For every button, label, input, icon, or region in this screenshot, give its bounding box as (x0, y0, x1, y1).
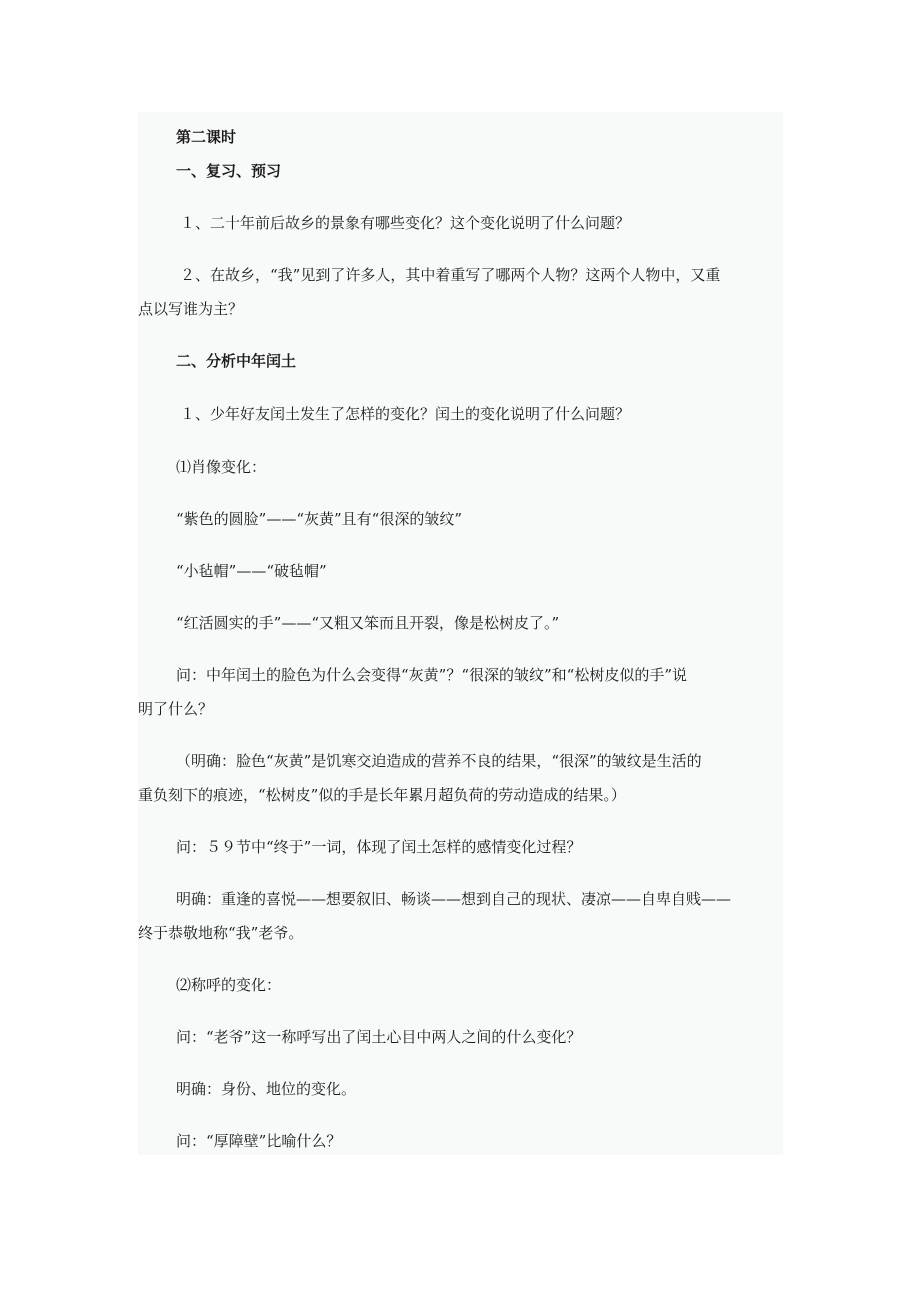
ask-complexion-line2: 明了什么？ (138, 700, 214, 718)
contrast-face: “紫色的圆脸”——“灰黄”且有“很深的皱纹” (176, 510, 463, 528)
section-title-runtu: 二、分析中年闰土 (176, 352, 297, 370)
question-characters-line1: ２、在故乡，“我”见到了许多人，其中着重写了哪两个人物？这两个人物中，又重 (180, 266, 721, 284)
ask-finally: 问：５９节中“终于”一词，体现了闰土怎样的感情变化过程？ (176, 838, 582, 856)
question-characters (138, 258, 783, 326)
answer-complexion (138, 744, 783, 812)
lesson-title: 第二课时 (176, 128, 237, 146)
document-page (138, 112, 783, 1155)
answer-complexion-line2: 重负刻下的痕迹，“松树皮”似的手是长年累月超负荷的劳动造成的结果。） (138, 786, 626, 804)
answer-finally-line2: 终于恭敬地称“我”老爷。 (138, 924, 304, 942)
answer-complexion-line1: （明确：脸色“灰黄”是饥寒交迫造成的营养不良的结果，“很深”的皱纹是生活的 (176, 752, 702, 770)
contrast-hat: “小毡帽”——“破毡帽” (176, 562, 327, 580)
section-title-review: 一、复习、预习 (176, 162, 282, 180)
subheading-portrait: ⑴肖像变化： (176, 458, 267, 476)
ask-master: 问：“老爷”这一称呼写出了闰土心目中两人之间的什么变化？ (176, 1028, 582, 1046)
answer-master: 明确：身份、地位的变化。 (176, 1080, 357, 1098)
question-characters-line2: 点以写谁为主？ (138, 300, 244, 318)
ask-complexion (138, 658, 783, 726)
answer-finally (138, 882, 783, 950)
answer-finally-line1: 明确：重逢的喜悦——想要叙旧、畅谈——想到自己的现状、凄凉——自卑自贱—— (176, 890, 732, 908)
ask-complexion-line1: 问：中年闰土的脸色为什么会变得“灰黄”？“很深的皱纹”和“松树皮似的手”说 (176, 666, 688, 684)
question-scenery-change: １、二十年前后故乡的景象有哪些变化？这个变化说明了什么问题？ (180, 214, 631, 232)
subheading-address: ⑵称呼的变化： (176, 976, 282, 994)
question-runtu-change: １、少年好友闰土发生了怎样的变化？闰土的变化说明了什么问题？ (180, 405, 631, 423)
ask-thick-wall: 问：“厚障壁”比喻什么？ (176, 1132, 342, 1150)
contrast-hand: “红活圆实的手”——“又粗又笨而且开裂，像是松树皮了。” (176, 614, 560, 632)
